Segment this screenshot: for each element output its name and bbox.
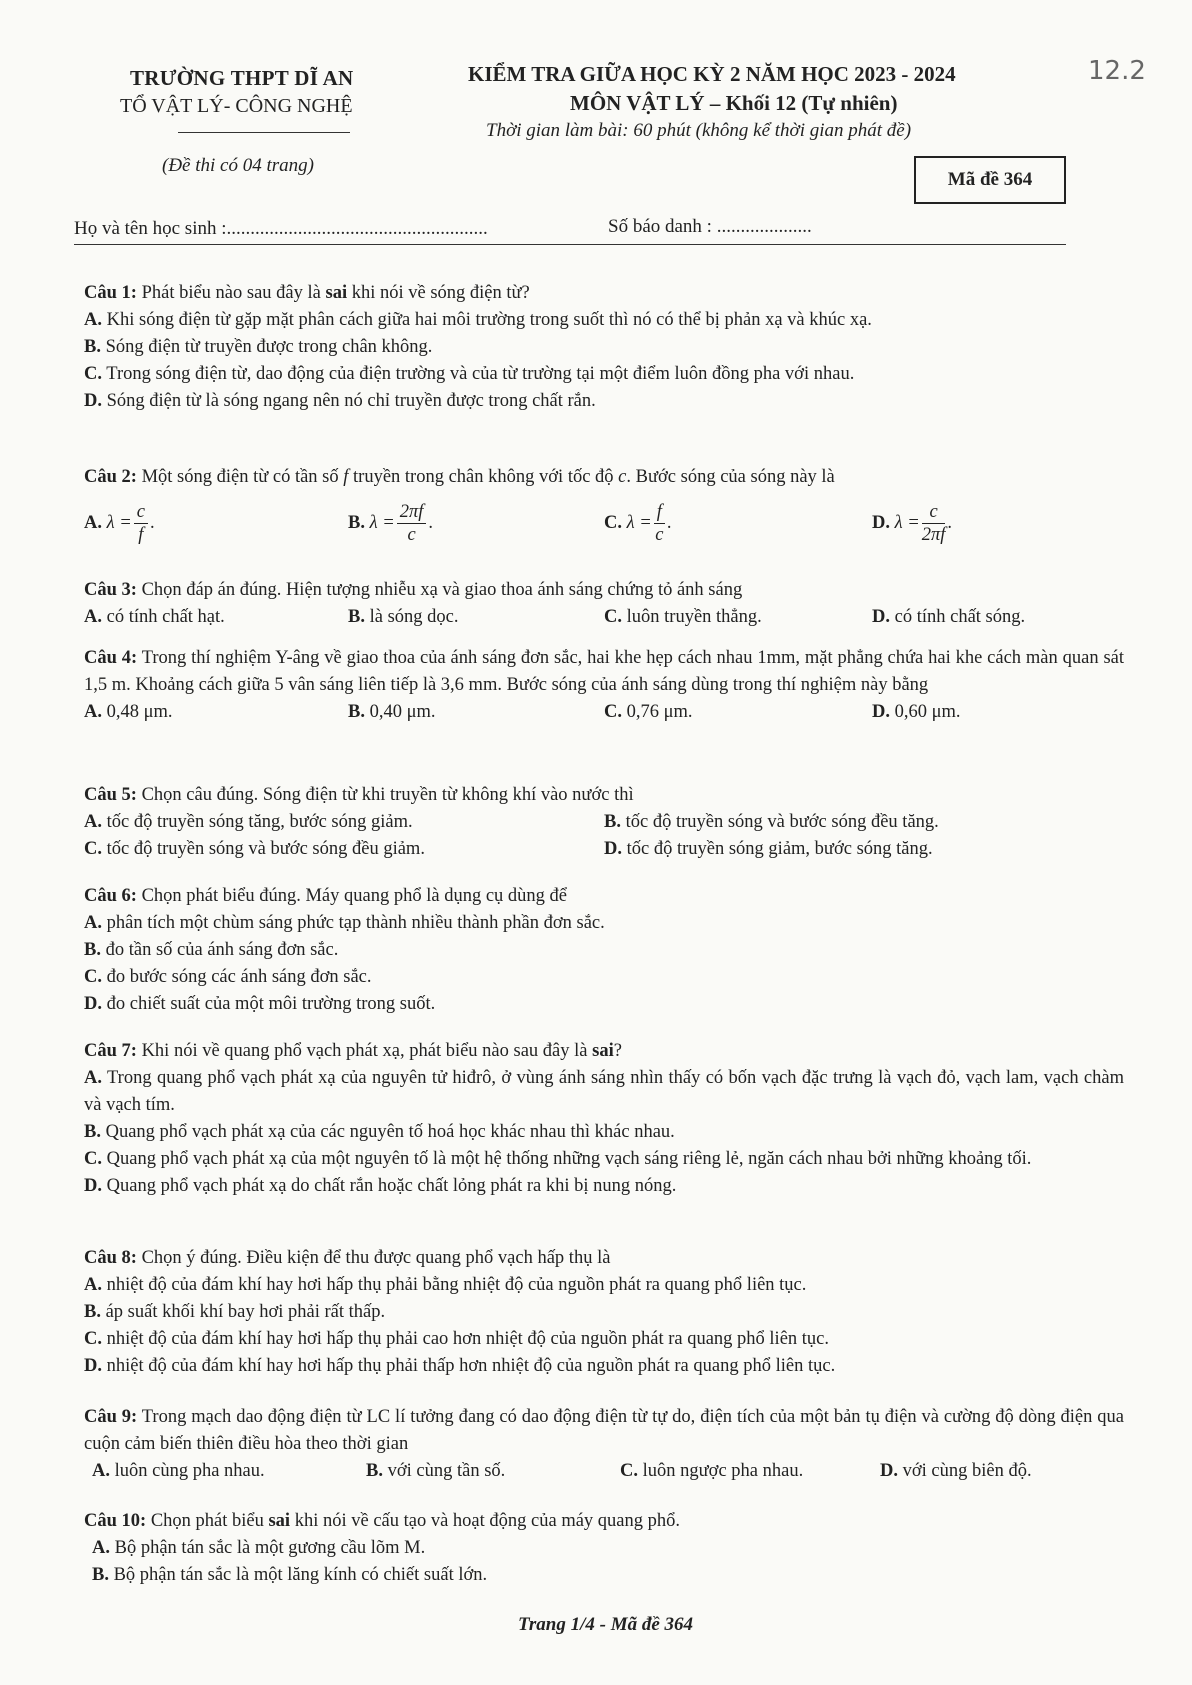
question-stem: Chọn câu đúng. Sóng điện từ khi truyền từ không khí vào nước thì (136, 785, 634, 805)
option-label: D. (84, 1356, 102, 1376)
option-label: B. (366, 1461, 383, 1481)
option-label: A. (84, 913, 102, 933)
fraction-numerator: 2πf (397, 501, 427, 524)
question-number: Câu 9: (84, 1407, 138, 1427)
option-label: B. (84, 1122, 101, 1142)
option-label: B. (348, 512, 365, 533)
option-text: áp suất khối khí bay hơi phải rất thấp. (100, 1302, 386, 1322)
student-name-label: Họ và tên học sinh :....................................................... (74, 218, 488, 239)
option-label: C. (604, 512, 622, 533)
page-count-note: (Đề thi có 04 trang) (162, 155, 314, 176)
formula-lhs: λ = (894, 512, 920, 533)
option-label: D. (604, 839, 622, 859)
option-a (84, 809, 413, 836)
formula-fraction (654, 501, 665, 546)
option-text: Quang phổ vạch phát xạ của một nguyên tố là một hệ thống những vạch sáng riêng lẻ, ngăn cách nhau bởi những khoảng tối. (102, 1149, 1032, 1169)
question-stem: Phát biểu nào sau đây là (136, 283, 326, 303)
option-text: có tính chất sóng. (890, 607, 1026, 627)
question-number: Câu 6: (84, 886, 137, 906)
question-stem: Chọn phát biểu (146, 1511, 269, 1531)
option-text: nhiệt độ của đám khí hay hơi hấp thụ phải cao hơn nhiệt độ của nguồn phát ra quang phổ liên tục. (102, 1329, 830, 1349)
question-stem: Chọn đáp án đúng. Hiện tượng nhiễu xạ và giao thoa ánh sáng chứng tỏ ánh sáng (136, 580, 743, 600)
option-text: Khi sóng điện từ gặp mặt phân cách giữa hai môi trường trong suốt thì nó có thể bị phản xạ và khúc xạ. (102, 310, 872, 330)
option-b (604, 809, 939, 836)
option-d (84, 388, 1124, 415)
option-label: D. (872, 512, 890, 533)
option-d (84, 991, 1124, 1018)
option-a (84, 1272, 1124, 1299)
option-d (604, 836, 933, 863)
option-label: A. (84, 812, 102, 832)
fraction-numerator: c (922, 501, 946, 524)
option-c (84, 361, 1124, 388)
option-b (348, 604, 458, 631)
option-label: B. (84, 337, 101, 357)
question-stem: ? (613, 1041, 622, 1061)
option-label: C. (84, 364, 102, 384)
option-b (348, 501, 433, 546)
option-b (84, 1299, 1124, 1326)
option-label: C. (620, 1461, 638, 1481)
formula-lhs: λ = (369, 512, 395, 533)
emphasis-word: sai (592, 1041, 614, 1061)
question-2 (84, 464, 1124, 549)
option-text: Sóng điện từ là sóng ngang nên nó chỉ truyền được trong chất rắn. (102, 391, 596, 411)
option-c (604, 699, 693, 726)
question-5 (84, 782, 1124, 863)
option-text: Quang phổ vạch phát xạ của các nguyên tố hoá học khác nhau thì khác nhau. (100, 1122, 675, 1142)
fraction-denominator: 2πf (921, 525, 946, 545)
student-id-label: Số báo danh : .................... (608, 216, 812, 237)
question-stem: Khi nói về quang phổ vạch phát xạ, phát biểu nào sau đây là (136, 1041, 593, 1061)
question-1 (84, 280, 1124, 415)
formula-fraction (134, 501, 148, 546)
option-text: tốc độ truyền sóng và bước sóng đều giảm. (102, 839, 425, 859)
option-c (84, 1146, 1124, 1173)
option-label: D. (84, 994, 102, 1014)
option-a (92, 1458, 265, 1485)
math-symbol: f (343, 467, 349, 487)
option-label: A. (84, 310, 102, 330)
fraction-numerator: f (654, 501, 665, 524)
option-text: Quang phổ vạch phát xạ do chất rắn hoặc chất lỏng phát ra khi bị nung nóng. (102, 1176, 677, 1196)
math-symbol: c (618, 467, 627, 487)
option-d (84, 1173, 1124, 1200)
option-label: C. (604, 607, 622, 627)
option-a (84, 1535, 1124, 1562)
question-stem: Một sóng điện từ có tần số (136, 467, 344, 487)
option-label: D. (880, 1461, 898, 1481)
option-label: B. (604, 812, 621, 832)
exam-code: Mã đề 364 (947, 169, 1033, 190)
option-text: Bộ phận tán sắc là một lăng kính có chiết suất lớn. (108, 1565, 488, 1585)
option-text: nhiệt độ của đám khí hay hơi hấp thụ phải bằng nhiệt độ của nguồn phát ra quang phổ liên tục. (102, 1275, 807, 1295)
student-info-rule (74, 244, 1066, 245)
option-label: B. (84, 940, 101, 960)
option-c (604, 501, 672, 546)
option-label: A. (92, 1461, 110, 1481)
option-text: luôn cùng pha nhau. (110, 1461, 265, 1481)
option-label: A. (84, 607, 102, 627)
option-text: Trong quang phổ vạch phát xạ của nguyên tử hiđrô, ở vùng ánh sáng nhìn thấy có bốn vạch đặc trưng là vạch đỏ, vạch lam, vạch chàm và vạch tím. (84, 1068, 1124, 1115)
option-text: với cùng biên độ. (898, 1461, 1032, 1481)
question-number: Câu 4: (84, 648, 138, 668)
question-6 (84, 883, 1124, 1018)
fraction-numerator: c (134, 501, 148, 524)
option-label: A. (84, 1068, 102, 1088)
question-stem: khi nói về cấu tạo và hoạt động của máy quang phổ. (290, 1511, 681, 1531)
option-label: A. (84, 512, 102, 533)
option-text: phân tích một chùm sáng phức tạp thành nhiều thành phần đơn sắc. (102, 913, 605, 933)
question-4 (84, 645, 1124, 726)
option-label: C. (84, 1149, 102, 1169)
fraction-denominator: c (407, 525, 416, 545)
question-number: Câu 3: (84, 580, 137, 600)
option-label: A. (84, 702, 102, 722)
option-label: C. (604, 702, 622, 722)
option-c (84, 1326, 1124, 1353)
fraction-denominator: f (138, 525, 144, 545)
option-text: Trong sóng điện từ, dao động của điện trường và của từ trường tại một điểm luôn đồng pha với nhau. (102, 364, 855, 384)
option-text: tốc độ truyền sóng giảm, bước sóng tăng. (622, 839, 933, 859)
emphasis-word: sai (268, 1511, 291, 1531)
option-b (84, 1119, 1124, 1146)
formula-fraction (397, 501, 427, 546)
option-text: có tính chất hạt. (102, 607, 225, 627)
question-7 (84, 1038, 1124, 1200)
option-b (84, 334, 1124, 361)
header-left-rule (178, 132, 350, 133)
option-a (84, 699, 173, 726)
option-text: 0,76 μm. (622, 702, 693, 722)
question-10 (84, 1508, 1124, 1589)
question-stem: truyền trong chân không với tốc độ (348, 467, 619, 487)
option-d (880, 1458, 1032, 1485)
option-text: đo tần số của ánh sáng đơn sắc. (100, 940, 339, 960)
option-d (84, 1353, 1124, 1380)
option-c (84, 836, 425, 863)
option-b (348, 699, 436, 726)
exam-code-box (914, 156, 1066, 204)
option-text: đo chiết suất của một môi trường trong suốt. (102, 994, 436, 1014)
option-a (84, 1065, 1124, 1119)
option-a (84, 910, 1124, 937)
option-label: D. (872, 607, 890, 627)
exam-title: KIỂM TRA GIỮA HỌC KỲ 2 NĂM HỌC 2023 - 2024 (468, 62, 956, 86)
question-number: Câu 8: (84, 1248, 137, 1268)
option-text: luôn ngược pha nhau. (638, 1461, 804, 1481)
option-d (872, 604, 1025, 631)
school-name: TRƯỜNG THPT DĨ AN (130, 66, 354, 90)
page-footer: Trang 1/4 - Mã đề 364 (518, 1614, 694, 1635)
option-label: B. (348, 607, 365, 627)
question-number: Câu 7: (84, 1041, 137, 1061)
question-stem: Chọn phát biểu đúng. Máy quang phổ là dụng cụ dùng để (136, 886, 567, 906)
option-label: B. (92, 1565, 109, 1585)
option-text: 0,40 μm. (364, 702, 436, 722)
formula-end: . (428, 512, 434, 533)
question-8 (84, 1245, 1124, 1380)
fraction-denominator: c (655, 525, 664, 545)
option-text: tốc độ truyền sóng tăng, bước sóng giảm. (102, 812, 413, 832)
formula-lhs: λ = (626, 512, 652, 533)
option-text: Bộ phận tán sắc là một gương cầu lõm M. (110, 1538, 426, 1558)
option-d (872, 699, 961, 726)
question-stem: Trong mạch dao động điện từ LC lí tưởng đang có dao động điện từ tự do, điện tích của một bản tụ điện và cường độ dòng điện qua cuộn cảm biến thiên điều hòa theo thời gian (84, 1407, 1125, 1454)
option-label: D. (84, 1176, 102, 1196)
question-stem: khi nói về sóng điện từ? (347, 283, 530, 303)
option-text: 0,60 μm. (890, 702, 961, 722)
emphasis-word: sai (325, 283, 348, 303)
option-b (84, 1562, 1124, 1589)
department-name: TỔ VẬT LÝ- CÔNG NGHỆ (120, 95, 353, 117)
option-text: đo bước sóng các ánh sáng đơn sắc. (102, 967, 372, 987)
option-a (84, 604, 225, 631)
option-d (872, 501, 952, 546)
option-label: D. (84, 391, 102, 411)
question-number: Câu 2: (84, 467, 137, 487)
formula-end: . (149, 512, 155, 533)
option-text: luôn truyền thẳng. (622, 607, 762, 627)
option-c (604, 604, 762, 631)
question-stem: . Bước sóng của sóng này là (626, 467, 835, 487)
option-label: D. (872, 702, 890, 722)
formula-end: . (947, 512, 953, 533)
option-label: C. (84, 1329, 102, 1349)
option-c (620, 1458, 803, 1485)
formula-end: . (666, 512, 672, 533)
option-c (84, 964, 1124, 991)
option-text: là sóng dọc. (364, 607, 459, 627)
option-text: tốc độ truyền sóng và bước sóng đều tăng. (620, 812, 939, 832)
option-label: B. (84, 1302, 101, 1322)
option-text: Sóng điện từ truyền được trong chân không. (100, 337, 433, 357)
option-a (84, 501, 155, 546)
question-9 (84, 1404, 1124, 1485)
question-stem: Trong thí nghiệm Y-âng về giao thoa của ánh sáng đơn sắc, hai khe hẹp cách nhau 1mm, mặt phẳng chứa hai khe cách màn quan sát 1,5 m. Khoảng cách giữa 5 vân sáng liên tiếp là 3,6 mm. Bước sóng của ánh sáng dùng trong thí nghiệm này bằng (84, 648, 1125, 695)
option-a (84, 307, 1124, 334)
option-label: C. (84, 839, 102, 859)
question-3 (84, 577, 1124, 631)
option-text: 0,48 μm. (102, 702, 173, 722)
option-text: nhiệt độ của đám khí hay hơi hấp thụ phải thấp hơn nhiệt độ của nguồn phát ra quang phổ liên tục. (102, 1356, 836, 1376)
formula-lhs: λ = (106, 512, 132, 533)
handwritten-note: 12.2 (1088, 56, 1146, 86)
formula-fraction (922, 501, 946, 546)
option-label: A. (92, 1538, 110, 1558)
option-label: B. (348, 702, 365, 722)
question-number: Câu 5: (84, 785, 137, 805)
question-stem: Chọn ý đúng. Điều kiện để thu được quang phổ vạch hấp thụ là (136, 1248, 611, 1268)
option-b (366, 1458, 505, 1485)
option-label: A. (84, 1275, 102, 1295)
option-b (84, 937, 1124, 964)
exam-duration: Thời gian làm bài: 60 phút (không kể thời gian phát đề) (486, 120, 912, 141)
exam-subject: MÔN VẬT LÝ – Khối 12 (Tự nhiên) (570, 91, 898, 115)
option-text: với cùng tần số. (382, 1461, 506, 1481)
question-number: Câu 1: (84, 283, 137, 303)
question-number: Câu 10: (84, 1511, 147, 1531)
option-label: C. (84, 967, 102, 987)
